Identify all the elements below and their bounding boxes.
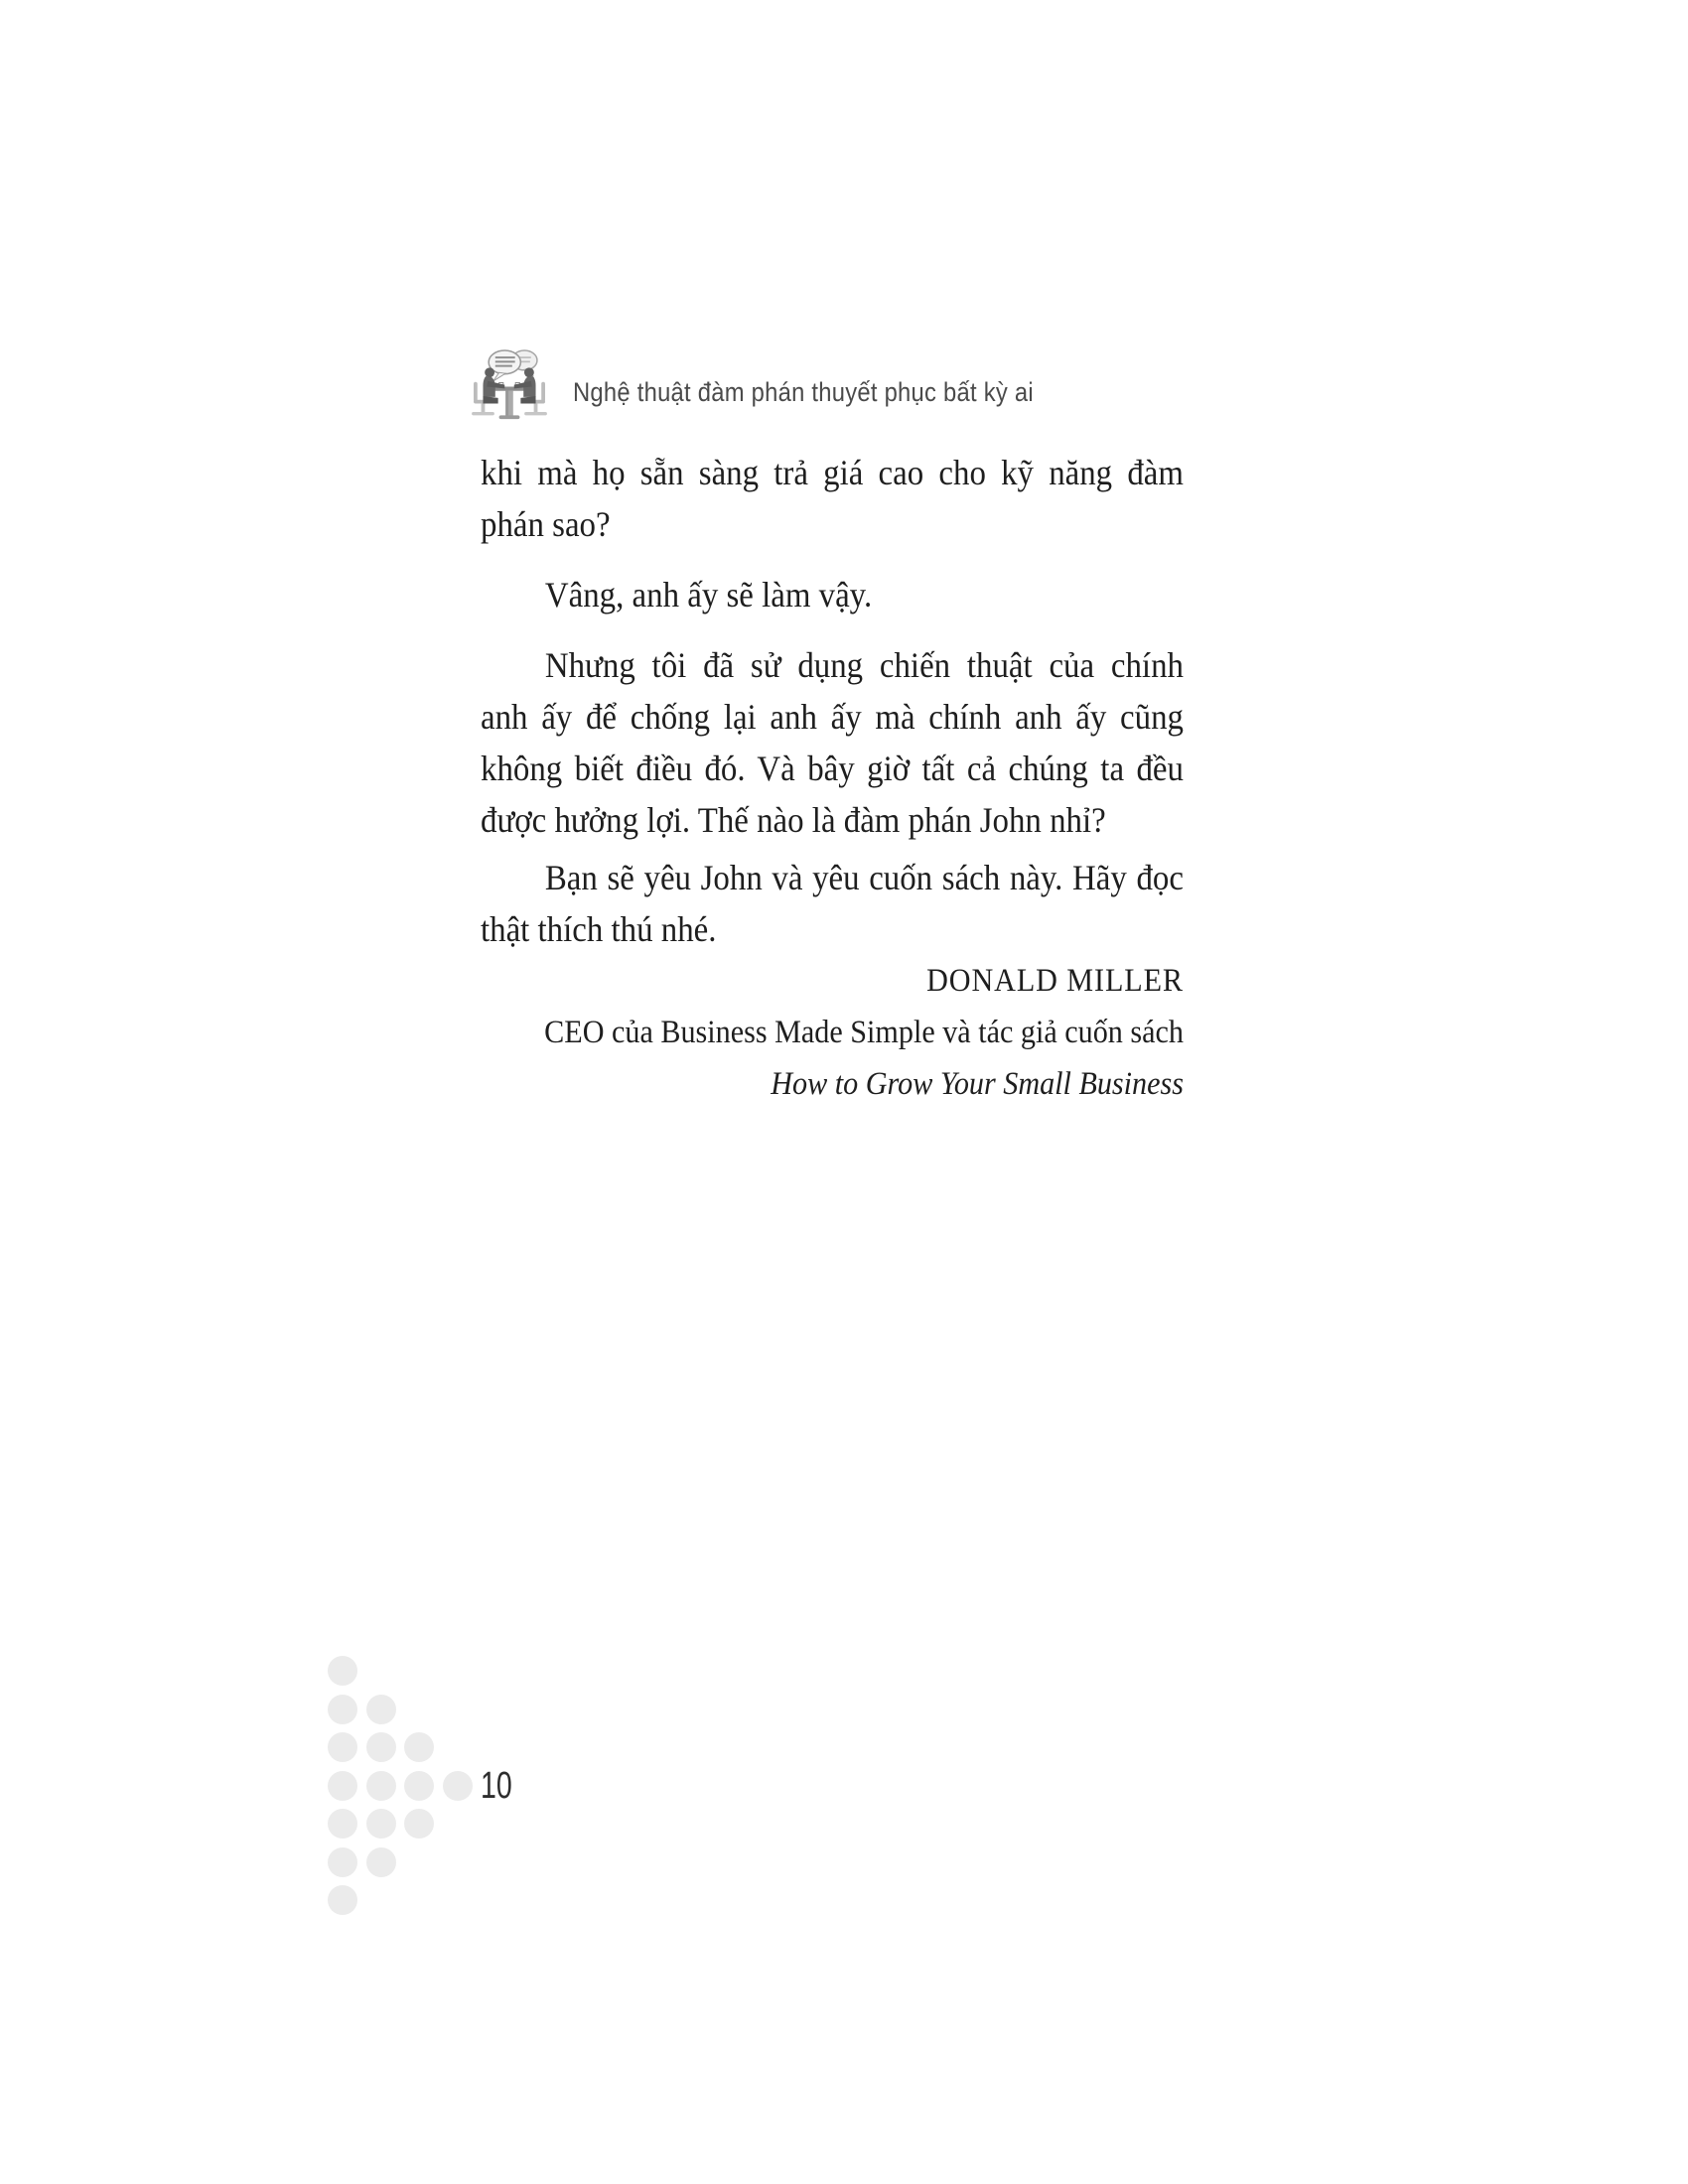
page-number: 10: [481, 1765, 512, 1807]
running-head-title: Nghệ thuật đàm phán thuyết phục bất kỳ ai: [573, 377, 1034, 407]
text-line: Vâng, anh ấy sẽ làm vậy.: [544, 575, 873, 614]
signature-role: CEO của Business Made Simple và tác giả cuốn sách: [544, 1015, 1184, 1050]
text-line: không biết điều đó. Và bây giờ tất cả chúng ta đều: [481, 749, 1184, 788]
dot: [328, 1809, 357, 1839]
dot: [328, 1695, 357, 1724]
text-line: được hưởng lợi. Thế nào là đàm phán John nhỉ?: [481, 800, 1106, 840]
negotiation-people-icon: [467, 341, 552, 431]
dot: [366, 1695, 396, 1724]
text-line: khi mà họ sẵn sàng trả giá cao cho kỹ năng đàm: [481, 453, 1184, 492]
signature-block: [481, 955, 1184, 1110]
dot: [366, 1732, 396, 1762]
text-line: phán sao?: [481, 504, 611, 544]
dot: [328, 1732, 357, 1762]
text-line: anh ấy để chống lại anh ấy mà chính anh ấy cũng: [481, 697, 1184, 737]
dot: [328, 1771, 357, 1801]
signature-name: DONALD MILLER: [926, 963, 1184, 999]
dot: [404, 1809, 434, 1839]
paragraph-3: [481, 639, 1184, 846]
body-text: [481, 447, 1184, 1110]
text-line: Nhưng tôi đã sử dụng chiến thuật của chính: [544, 645, 1184, 685]
dot: [404, 1732, 434, 1762]
paragraph-1: [481, 447, 1184, 550]
paragraph-4: [481, 852, 1184, 955]
dot: [328, 1847, 357, 1877]
dot: [404, 1771, 434, 1801]
paragraph-2: [481, 569, 1184, 620]
dot: [328, 1885, 357, 1915]
dot: [366, 1809, 396, 1839]
dot: [366, 1771, 396, 1801]
dot: [366, 1847, 396, 1877]
dots-arrow-decoration: [328, 1656, 626, 1924]
text-line: thật thích thú nhé.: [481, 909, 717, 949]
dot: [443, 1771, 473, 1801]
dot: [328, 1656, 357, 1686]
text-line: Bạn sẽ yêu John và yêu cuốn sách này. Hãy đọc: [544, 858, 1184, 897]
signature-book-title: How to Grow Your Small Business: [771, 1066, 1184, 1102]
